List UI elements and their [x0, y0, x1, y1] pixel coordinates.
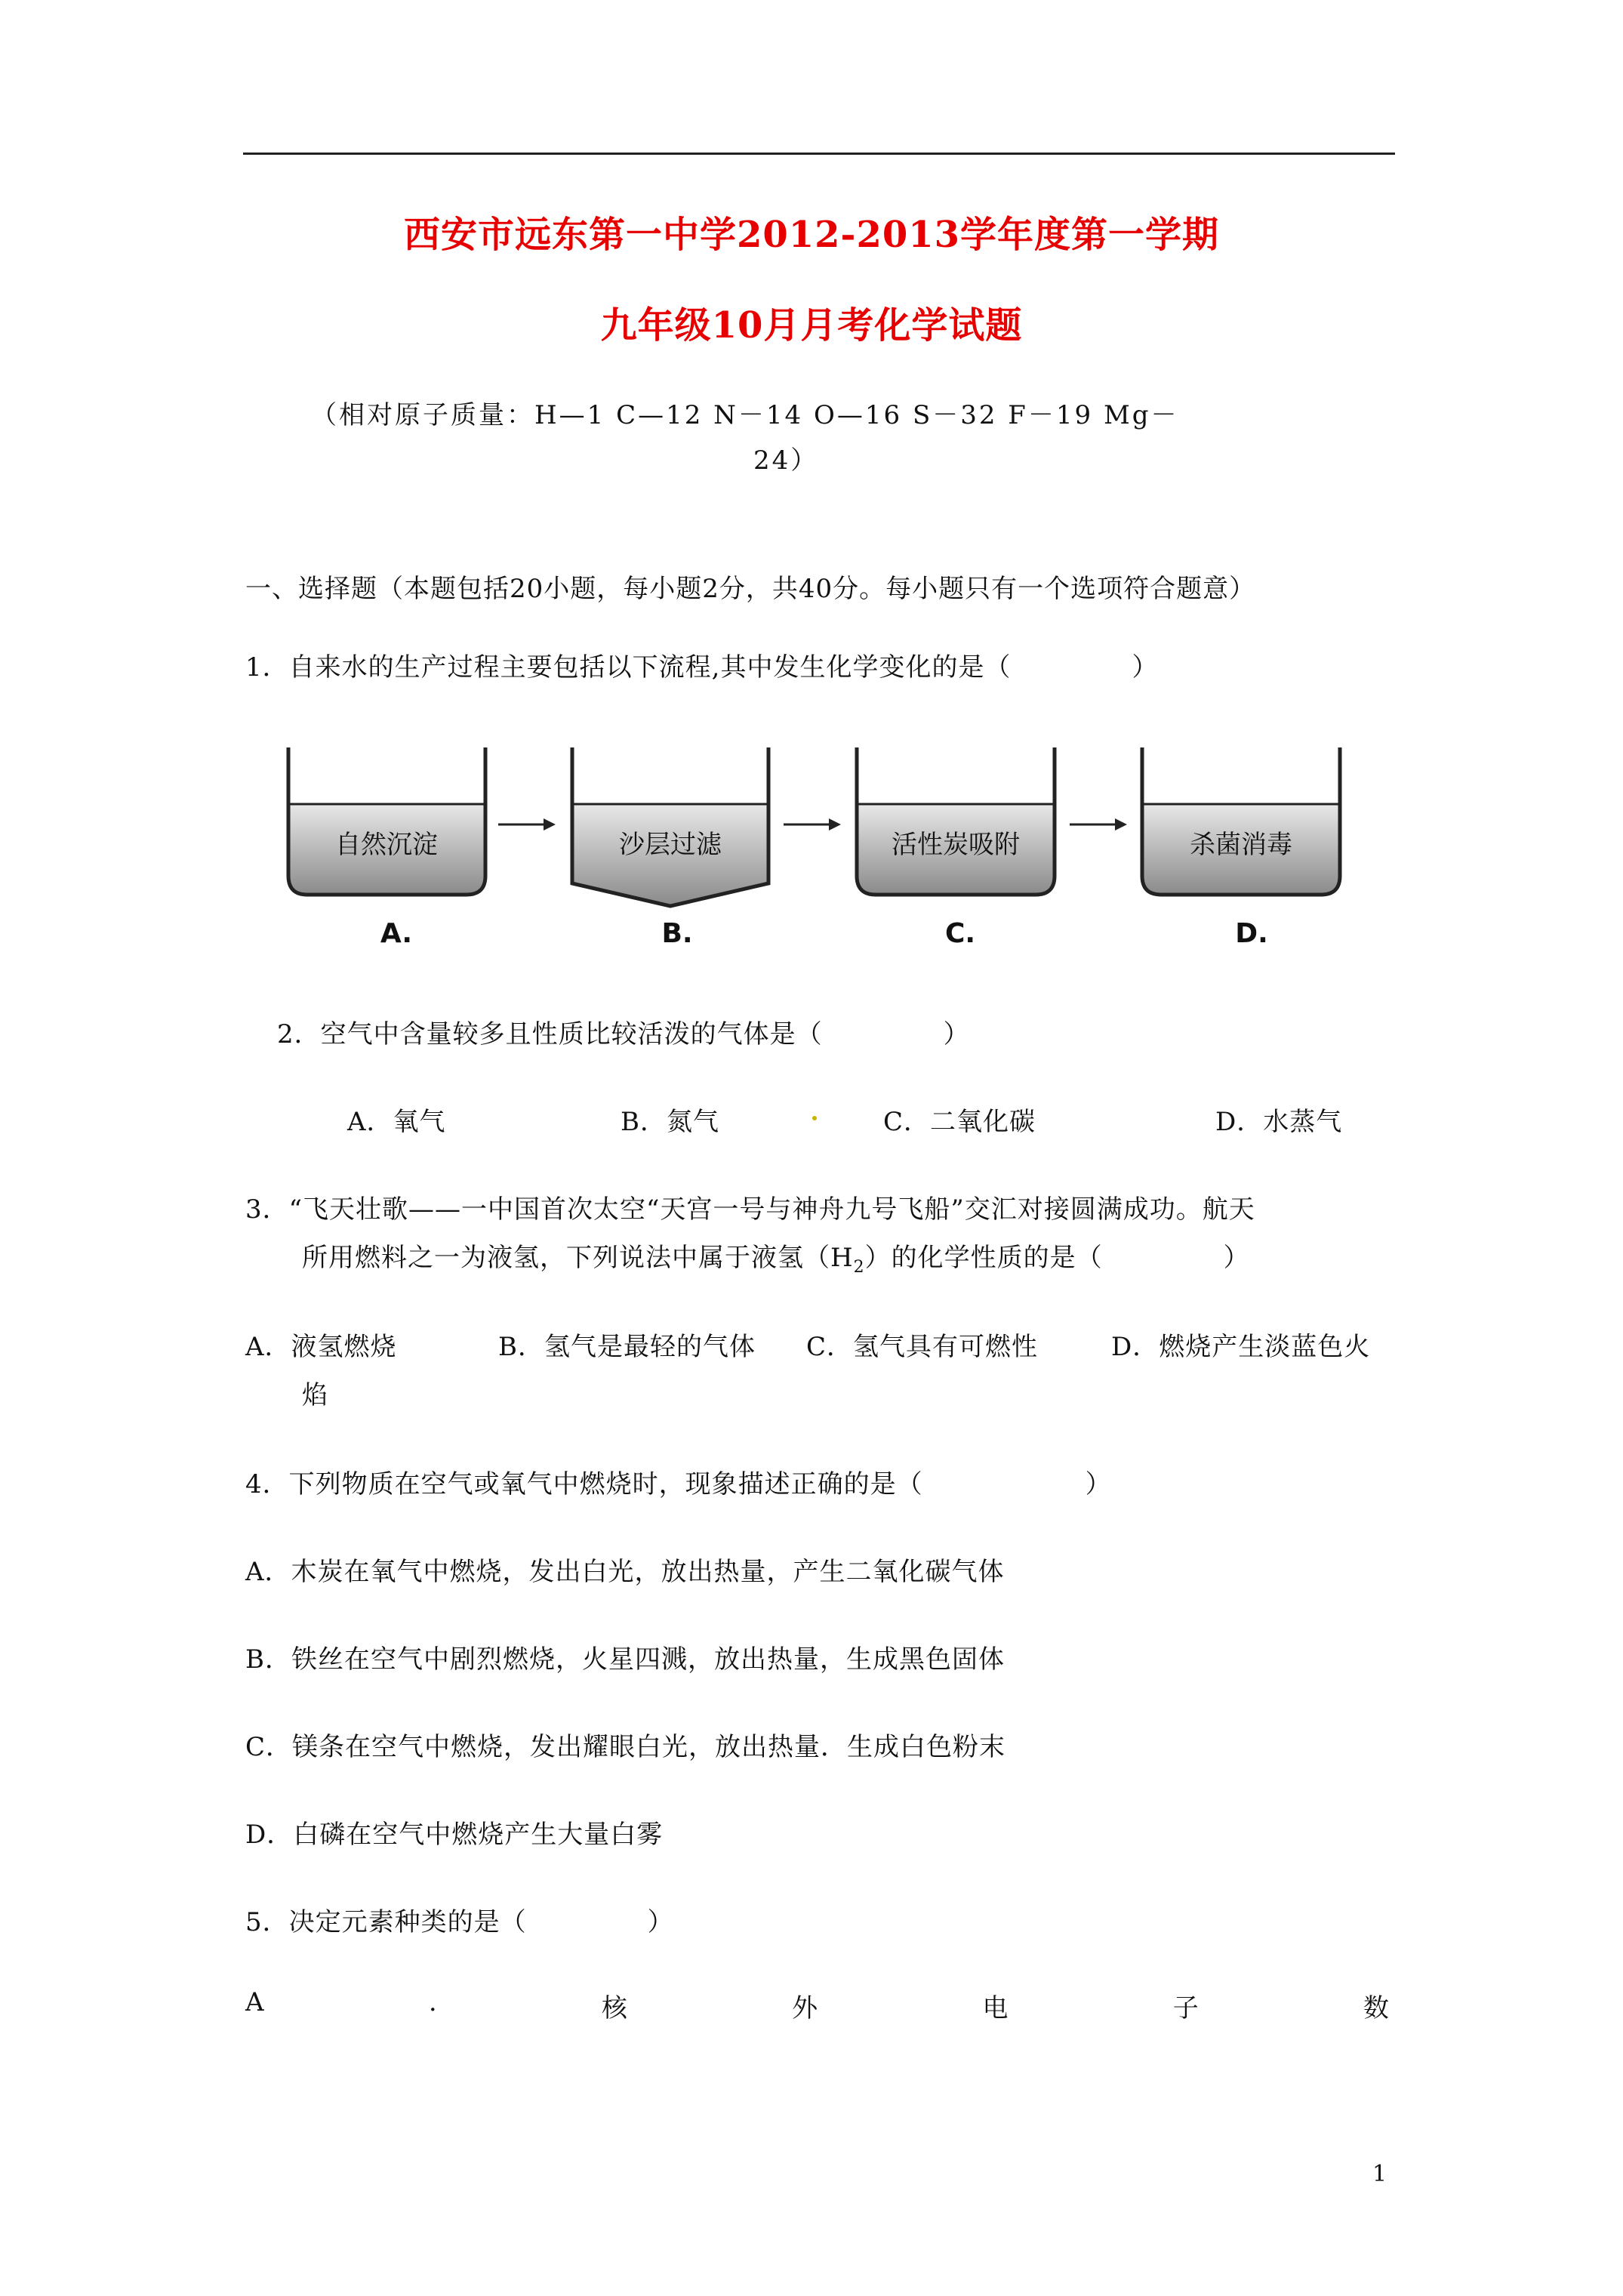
q5-option-a-char: 数 — [1363, 1993, 1389, 2023]
step-d-letter: D. — [1235, 918, 1268, 949]
atomic-mass-line2: 24） — [753, 445, 819, 476]
step-d-label: 杀菌消毒 — [1190, 830, 1292, 860]
beaker-a — [288, 747, 485, 895]
q5-stem: 5．决定元素种类的是（ ） — [245, 1907, 674, 1937]
arrow-1 — [498, 818, 556, 831]
q4-option-a: A．木炭在氧气中燃烧，发出白光，放出热量，产生二氧化碳气体 — [245, 1557, 1005, 1587]
atomic-mass-line1: （相对原子质量：H—1 C—12 N－14 O—16 S－32 F－19 Mg－ — [311, 400, 1179, 430]
arrow-3 — [1070, 818, 1127, 831]
q3-line2: 所用燃料之一为液氢，下列说法中属于液氢$(H_2)$的化学性质的是（ ） — [302, 1243, 1250, 1277]
arrow-2 — [784, 818, 841, 831]
page-title-line2: 九年级10月月考化学试题 — [600, 304, 1023, 347]
q4-option-c: C．镁条在空气中燃烧，发出耀眼白光，放出热量．生成白色粉末 — [245, 1732, 1006, 1762]
q5-option-a-char: 核 — [601, 1993, 627, 2023]
q3-line1: 3．“飞天壮歌——一中国首次太空“天宫一号与神舟九号飞船”交汇对接圆满成功。航天 — [245, 1194, 1255, 1225]
step-b-letter: B. — [661, 918, 693, 949]
q2-option-a: A．氧气 — [347, 1107, 446, 1137]
water-treatment-diagram — [279, 740, 1366, 959]
q5-option-a — [245, 1987, 1389, 2024]
q2-option-b: B．氮气 — [621, 1107, 719, 1137]
beaker-d — [1142, 747, 1340, 895]
beaker-c — [857, 747, 1055, 895]
q5-option-a-char: A — [245, 1987, 264, 2017]
q1-stem: 1．自来水的生产过程主要包括以下流程,其中发生化学变化的是（ ） — [245, 652, 1159, 683]
stray-dot — [812, 1116, 817, 1120]
q4-stem: 4．下列物质在空气或氧气中燃烧时，现象描述正确的是（ ） — [245, 1469, 1112, 1499]
step-b-label: 沙层过滤 — [619, 830, 722, 860]
step-c-label: 活性炭吸附 — [892, 830, 1020, 860]
q5-option-a-char: 子 — [1172, 1993, 1199, 2023]
q3-option-d: D．燃烧产生淡蓝色火 — [1111, 1332, 1371, 1362]
page-number: 1 — [1372, 2161, 1387, 2187]
q4-option-d: D．白磷在空气中燃烧产生大量白雾 — [245, 1820, 664, 1850]
page-title-line1: 西安市远东第一中学2012-2013学年度第一学期 — [403, 214, 1220, 256]
q5-option-a-char: 外 — [792, 1993, 818, 2023]
step-a-letter: A. — [380, 918, 413, 949]
q3-option-d-cont: 焰 — [302, 1380, 328, 1410]
q2-option-c: C．二氧化碳 — [883, 1107, 1036, 1137]
q3-option-a: A．液氢燃烧 — [245, 1332, 397, 1362]
q5-option-a-char: 电 — [982, 1993, 1009, 2023]
q4-option-b: B．铁丝在空气中剧烈燃烧，火星四溅，放出热量，生成黑色固体 — [245, 1644, 1005, 1675]
beaker-b — [572, 747, 768, 906]
q2-stem: 2．空气中含量较多且性质比较活泼的气体是（ ） — [277, 1019, 970, 1049]
q5-option-a-char: . — [428, 1987, 437, 2017]
q3-option-c: C．氢气具有可燃性 — [806, 1332, 1039, 1362]
header-rule — [243, 153, 1395, 155]
step-a-label: 自然沉淀 — [335, 830, 438, 860]
section1-heading: 一、选择题（本题包括20小题，每小题2分，共40分。每小题只有一个选项符合题意） — [245, 574, 1256, 604]
q2-option-d: D．水蒸气 — [1215, 1107, 1343, 1137]
step-c-letter: C. — [944, 918, 976, 949]
q3-option-b: B．氢气是最轻的气体 — [498, 1332, 756, 1362]
